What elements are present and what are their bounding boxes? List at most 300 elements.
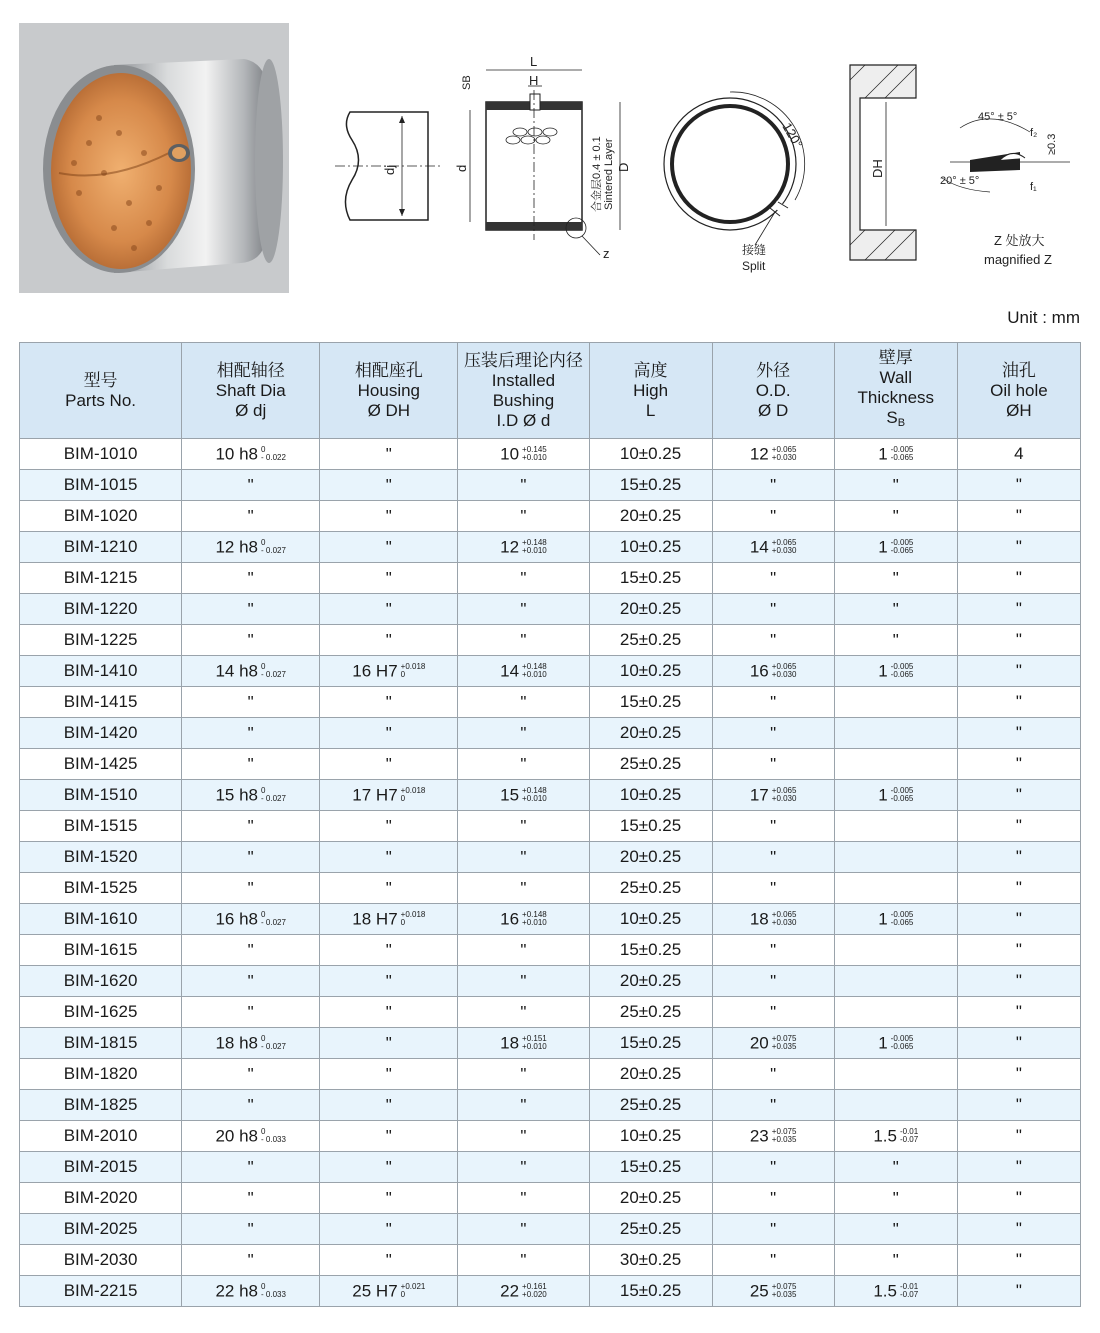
cell-installed: 22 +0.161 +0.020 <box>458 1276 589 1307</box>
header-wall: 壁厚 Wall Thickness $S_B$ <box>834 343 957 439</box>
cell-wall: 1 -0.005 -0.065 <box>834 656 957 687</box>
cell-oil: " <box>957 749 1080 780</box>
cell-wall <box>834 687 957 718</box>
cell-housing: " <box>320 718 458 749</box>
tolerance: +0.065 +0.030 <box>771 538 797 556</box>
tolerance: +0.148 +0.010 <box>522 538 547 556</box>
cell-shaft: " <box>182 470 320 501</box>
cell-installed: " <box>458 501 589 532</box>
cell-part: BIM-1020 <box>20 501 182 532</box>
cell-oil: " <box>957 873 1080 904</box>
cell-oil: 4 <box>957 439 1080 470</box>
tolerance: +0.075 +0.035 <box>771 1034 797 1052</box>
cell-installed: " <box>458 687 589 718</box>
tolerance: 0 - 0.027 <box>261 662 286 680</box>
cell-housing: " <box>320 811 458 842</box>
cell-high: 15±0.25 <box>589 935 712 966</box>
cell-part: BIM-2025 <box>20 1214 182 1245</box>
cell-housing: " <box>320 1090 458 1121</box>
cell-installed: " <box>458 997 589 1028</box>
cell-part: BIM-1010 <box>20 439 182 470</box>
cell-housing: 17 H7 +0.018 0 <box>320 780 458 811</box>
magnified-z-drawing <box>940 111 1070 267</box>
tolerance: +0.075 +0.035 <box>771 1282 797 1300</box>
cell-oil: " <box>957 966 1080 997</box>
shaft-drawing <box>335 112 440 220</box>
cell-od: " <box>712 594 834 625</box>
label-f2: f₂ <box>1030 127 1038 139</box>
cell-oil: " <box>957 501 1080 532</box>
cell-wall: " <box>834 501 957 532</box>
table-header-row <box>20 343 1081 439</box>
cell-od: " <box>712 563 834 594</box>
cell-housing: " <box>320 1245 458 1276</box>
cell-wall: " <box>834 1245 957 1276</box>
cell-wall: 1 -0.005 -0.065 <box>834 904 957 935</box>
cell-shaft: " <box>182 811 320 842</box>
cell-high: 25±0.25 <box>589 1090 712 1121</box>
label-layer-en: Sintered Layer <box>603 138 615 210</box>
cell-installed: " <box>458 966 589 997</box>
cell-oil: " <box>957 1183 1080 1214</box>
cell-od: " <box>712 470 834 501</box>
cell-od: " <box>712 842 834 873</box>
cell-wall: 1.5 -0.01 -0.07 <box>834 1276 957 1307</box>
cell-part: BIM-1420 <box>20 718 182 749</box>
cell-od: " <box>712 1183 834 1214</box>
cell-high: 10±0.25 <box>589 656 712 687</box>
tolerance: +0.145 +0.010 <box>522 445 547 463</box>
cell-housing: " <box>320 749 458 780</box>
cell-installed: " <box>458 470 589 501</box>
cell-housing: " <box>320 470 458 501</box>
label-120: 120° <box>779 120 806 151</box>
cell-od: 12 +0.065 +0.030 <box>712 439 834 470</box>
label-layer-zh: 合金层0.4 ± 0.1 <box>591 136 603 212</box>
cell-shaft: " <box>182 687 320 718</box>
cell-housing: " <box>320 625 458 656</box>
tolerance: 0 - 0.027 <box>261 786 286 804</box>
table-row <box>20 563 1081 594</box>
cell-part: BIM-1820 <box>20 1059 182 1090</box>
cell-part: BIM-1520 <box>20 842 182 873</box>
table-row <box>20 594 1081 625</box>
cell-od: " <box>712 1152 834 1183</box>
cell-high: 25±0.25 <box>589 625 712 656</box>
tolerance: +0.161 +0.020 <box>522 1282 547 1300</box>
cell-od: " <box>712 997 834 1028</box>
cell-installed: 15 +0.148 +0.010 <box>458 780 589 811</box>
cell-housing: 25 H7 +0.021 0 <box>320 1276 458 1307</box>
cell-wall: " <box>834 1183 957 1214</box>
tolerance: 0 - 0.027 <box>261 1034 286 1052</box>
table-row <box>20 1245 1081 1276</box>
label-ge03: ≥0.3 <box>1046 133 1058 155</box>
cell-installed: " <box>458 935 589 966</box>
tolerance: 0 - 0.027 <box>261 910 286 928</box>
table-row <box>20 935 1081 966</box>
table-row <box>20 718 1081 749</box>
cell-installed: " <box>458 594 589 625</box>
header-parts: 型号 Parts No. <box>20 343 182 439</box>
cell-part: BIM-1510 <box>20 780 182 811</box>
cell-shaft: 12 h8 0 - 0.027 <box>182 532 320 563</box>
cell-shaft: " <box>182 966 320 997</box>
cell-housing: " <box>320 563 458 594</box>
tolerance: -0.005 -0.065 <box>890 910 914 928</box>
cell-high: 20±0.25 <box>589 966 712 997</box>
cell-oil: " <box>957 1152 1080 1183</box>
cell-high: 10±0.25 <box>589 439 712 470</box>
cell-part: BIM-1425 <box>20 749 182 780</box>
bushing-photo-illustration <box>19 23 289 293</box>
cell-oil: " <box>957 625 1080 656</box>
cell-housing: " <box>320 997 458 1028</box>
cell-shaft: " <box>182 594 320 625</box>
cell-wall: 1 -0.005 -0.065 <box>834 532 957 563</box>
table-row <box>20 1059 1081 1090</box>
cell-high: 25±0.25 <box>589 873 712 904</box>
cell-wall <box>834 873 957 904</box>
cell-housing: " <box>320 966 458 997</box>
cell-shaft: 10 h8 0 - 0.022 <box>182 439 320 470</box>
table-row <box>20 873 1081 904</box>
cell-installed: " <box>458 873 589 904</box>
cell-od: 23 +0.075 +0.035 <box>712 1121 834 1152</box>
cell-housing: " <box>320 1214 458 1245</box>
label-z: z <box>603 246 610 261</box>
label-DH: DH <box>870 159 885 178</box>
cell-oil: " <box>957 997 1080 1028</box>
housing-drawing <box>850 65 916 260</box>
cell-shaft: 18 h8 0 - 0.027 <box>182 1028 320 1059</box>
cell-shaft: 16 h8 0 - 0.027 <box>182 904 320 935</box>
cell-oil: " <box>957 656 1080 687</box>
cell-installed: " <box>458 718 589 749</box>
cell-wall <box>834 1090 957 1121</box>
table-row <box>20 1028 1081 1059</box>
header-od: 外径 O.D. Ø D <box>712 343 834 439</box>
label-f1: f₁ <box>1030 181 1037 193</box>
cell-part: BIM-2215 <box>20 1276 182 1307</box>
cell-shaft: " <box>182 1214 320 1245</box>
tolerance: +0.065 +0.030 <box>771 786 797 804</box>
cell-part: BIM-1525 <box>20 873 182 904</box>
cell-housing: " <box>320 1183 458 1214</box>
cell-high: 15±0.25 <box>589 1028 712 1059</box>
cell-od: 18 +0.065 +0.030 <box>712 904 834 935</box>
header-shaft: 相配轴径 Shaft Dia Ø dj <box>182 343 320 439</box>
cell-shaft: " <box>182 1152 320 1183</box>
cell-wall <box>834 811 957 842</box>
cell-housing: " <box>320 1059 458 1090</box>
cell-part: BIM-1615 <box>20 935 182 966</box>
cell-od: " <box>712 966 834 997</box>
cell-od: " <box>712 1090 834 1121</box>
tolerance: +0.065 +0.030 <box>771 910 797 928</box>
cell-od: 16 +0.065 +0.030 <box>712 656 834 687</box>
cell-shaft: 15 h8 0 - 0.027 <box>182 780 320 811</box>
tolerance: -0.005 -0.065 <box>890 662 914 680</box>
cell-housing: " <box>320 501 458 532</box>
cell-wall <box>834 997 957 1028</box>
cell-installed: 14 +0.148 +0.010 <box>458 656 589 687</box>
cell-installed: " <box>458 625 589 656</box>
cell-part: BIM-2010 <box>20 1121 182 1152</box>
label-H: H <box>529 73 539 88</box>
table-row <box>20 1214 1081 1245</box>
tolerance: +0.021 0 <box>400 1282 426 1300</box>
tolerance: -0.01 -0.07 <box>899 1127 919 1145</box>
tolerance: 0 - 0.033 <box>261 1282 286 1300</box>
tolerance: -0.005 -0.065 <box>890 445 914 463</box>
label-d: d <box>454 164 469 172</box>
tolerance: -0.005 -0.065 <box>890 538 914 556</box>
cell-housing: " <box>320 1028 458 1059</box>
tolerance: +0.148 +0.010 <box>522 910 547 928</box>
cell-shaft: " <box>182 1090 320 1121</box>
header-oil: 油孔 Oil hole ØH <box>957 343 1080 439</box>
cell-installed: " <box>458 749 589 780</box>
cell-housing: " <box>320 594 458 625</box>
tolerance: +0.065 +0.030 <box>771 662 797 680</box>
cell-part: BIM-1625 <box>20 997 182 1028</box>
label-SB: SB <box>461 75 473 90</box>
cell-od: " <box>712 625 834 656</box>
table-row <box>20 842 1081 873</box>
cell-oil: " <box>957 718 1080 749</box>
cell-oil: " <box>957 935 1080 966</box>
cell-high: 15±0.25 <box>589 1152 712 1183</box>
label-dj: dj <box>382 164 397 175</box>
table-row <box>20 811 1081 842</box>
cell-high: 20±0.25 <box>589 501 712 532</box>
technical-drawings <box>330 40 1090 290</box>
cell-wall: " <box>834 1214 957 1245</box>
cell-housing: " <box>320 842 458 873</box>
cell-high: 25±0.25 <box>589 749 712 780</box>
cell-part: BIM-1410 <box>20 656 182 687</box>
cell-part: BIM-1825 <box>20 1090 182 1121</box>
table-row <box>20 625 1081 656</box>
cell-high: 25±0.25 <box>589 1214 712 1245</box>
cell-high: 20±0.25 <box>589 1183 712 1214</box>
cell-high: 10±0.25 <box>589 1121 712 1152</box>
cell-housing: " <box>320 687 458 718</box>
cell-od: 25 +0.075 +0.035 <box>712 1276 834 1307</box>
tolerance: 0 - 0.027 <box>261 538 286 556</box>
cell-installed: " <box>458 1152 589 1183</box>
cell-od: " <box>712 718 834 749</box>
cell-high: 30±0.25 <box>589 1245 712 1276</box>
cell-shaft: " <box>182 501 320 532</box>
cell-shaft: 14 h8 0 - 0.027 <box>182 656 320 687</box>
label-45: 45° ± 5° <box>978 111 1018 123</box>
table-row <box>20 966 1081 997</box>
table-row <box>20 470 1081 501</box>
cell-wall: " <box>834 1152 957 1183</box>
tolerance: 0 - 0.022 <box>261 445 286 463</box>
cell-wall: 1 -0.005 -0.065 <box>834 1028 957 1059</box>
cell-shaft: 20 h8 0 - 0.033 <box>182 1121 320 1152</box>
cell-part: BIM-2020 <box>20 1183 182 1214</box>
cell-oil: " <box>957 470 1080 501</box>
cell-high: 10±0.25 <box>589 780 712 811</box>
cell-installed: 18 +0.151 +0.010 <box>458 1028 589 1059</box>
cell-part: BIM-1415 <box>20 687 182 718</box>
bushing-section-drawing <box>454 54 631 261</box>
cell-high: 15±0.25 <box>589 470 712 501</box>
cell-high: 10±0.25 <box>589 904 712 935</box>
tolerance: +0.065 +0.030 <box>771 445 797 463</box>
table-row <box>20 687 1081 718</box>
cell-oil: " <box>957 1090 1080 1121</box>
cell-installed: 12 +0.148 +0.010 <box>458 532 589 563</box>
cell-part: BIM-1210 <box>20 532 182 563</box>
table-row <box>20 749 1081 780</box>
ring-drawing <box>664 92 806 273</box>
cell-oil: " <box>957 842 1080 873</box>
tolerance: 0 - 0.033 <box>261 1127 286 1145</box>
label-split-en: Split <box>742 259 766 273</box>
cell-shaft: " <box>182 1183 320 1214</box>
cell-high: 25±0.25 <box>589 997 712 1028</box>
cell-installed: " <box>458 1121 589 1152</box>
tolerance: +0.075 +0.035 <box>771 1127 797 1145</box>
cell-od: " <box>712 749 834 780</box>
cell-housing: 16 H7 +0.018 0 <box>320 656 458 687</box>
cell-oil: " <box>957 1276 1080 1307</box>
table-row <box>20 997 1081 1028</box>
tolerance: +0.151 +0.010 <box>522 1034 547 1052</box>
cell-installed: " <box>458 842 589 873</box>
cell-shaft: " <box>182 842 320 873</box>
cell-oil: " <box>957 811 1080 842</box>
cell-installed: " <box>458 1245 589 1276</box>
cell-installed: " <box>458 563 589 594</box>
cell-wall: " <box>834 470 957 501</box>
cell-shaft: " <box>182 749 320 780</box>
cell-part: BIM-1215 <box>20 563 182 594</box>
cell-installed: 16 +0.148 +0.010 <box>458 904 589 935</box>
cell-od: " <box>712 1245 834 1276</box>
cell-installed: " <box>458 1214 589 1245</box>
cell-part: BIM-1515 <box>20 811 182 842</box>
cell-part: BIM-2015 <box>20 1152 182 1183</box>
table-row <box>20 1276 1081 1307</box>
cell-shaft: " <box>182 563 320 594</box>
cell-wall: " <box>834 594 957 625</box>
table-row <box>20 1152 1081 1183</box>
product-photo <box>19 23 289 293</box>
cell-high: 20±0.25 <box>589 594 712 625</box>
cell-shaft: " <box>182 1059 320 1090</box>
cell-shaft: 22 h8 0 - 0.033 <box>182 1276 320 1307</box>
cell-housing: " <box>320 1152 458 1183</box>
cell-od: " <box>712 935 834 966</box>
cell-housing: " <box>320 439 458 470</box>
cell-housing: " <box>320 1121 458 1152</box>
cell-high: 15±0.25 <box>589 811 712 842</box>
table-row <box>20 532 1081 563</box>
cell-wall <box>834 966 957 997</box>
table-row <box>20 656 1081 687</box>
label-magnified-zh: Z 处放大 <box>994 233 1045 248</box>
cell-od: " <box>712 873 834 904</box>
cell-part: BIM-1620 <box>20 966 182 997</box>
table-row <box>20 780 1081 811</box>
cell-high: 20±0.25 <box>589 842 712 873</box>
cell-part: BIM-2030 <box>20 1245 182 1276</box>
label-split-zh: 接缝 <box>742 243 767 257</box>
label-magnified-en: magnified Z <box>984 252 1052 267</box>
cell-installed: 10 +0.145 +0.010 <box>458 439 589 470</box>
tolerance: -0.005 -0.065 <box>890 786 914 804</box>
cell-od: " <box>712 687 834 718</box>
tolerance: +0.148 +0.010 <box>522 786 547 804</box>
tolerance: +0.148 +0.010 <box>522 662 547 680</box>
cell-housing: " <box>320 873 458 904</box>
cell-od: " <box>712 1059 834 1090</box>
tolerance: +0.018 0 <box>400 662 426 680</box>
cell-wall <box>834 842 957 873</box>
cell-wall <box>834 935 957 966</box>
table-row <box>20 501 1081 532</box>
tolerance: +0.018 0 <box>400 910 426 928</box>
cell-oil: " <box>957 904 1080 935</box>
cell-installed: " <box>458 1059 589 1090</box>
cell-oil: " <box>957 1121 1080 1152</box>
cell-od: 20 +0.075 +0.035 <box>712 1028 834 1059</box>
cell-od: 17 +0.065 +0.030 <box>712 780 834 811</box>
cell-housing: 18 H7 +0.018 0 <box>320 904 458 935</box>
cell-shaft: " <box>182 625 320 656</box>
cell-oil: " <box>957 594 1080 625</box>
label-20: 20° ± 5° <box>940 175 980 187</box>
cell-wall: 1 -0.005 -0.065 <box>834 780 957 811</box>
cell-oil: " <box>957 687 1080 718</box>
cell-part: BIM-1610 <box>20 904 182 935</box>
tolerance: -0.01 -0.07 <box>899 1282 919 1300</box>
cell-installed: " <box>458 811 589 842</box>
table-row <box>20 1090 1081 1121</box>
cell-high: 15±0.25 <box>589 563 712 594</box>
unit-label: Unit : mm <box>1007 308 1080 327</box>
cell-wall <box>834 718 957 749</box>
cell-wall: 1.5 -0.01 -0.07 <box>834 1121 957 1152</box>
table-row <box>20 904 1081 935</box>
cell-od: " <box>712 1214 834 1245</box>
cell-part: BIM-1225 <box>20 625 182 656</box>
cell-oil: " <box>957 780 1080 811</box>
cell-oil: " <box>957 563 1080 594</box>
cell-shaft: " <box>182 935 320 966</box>
cell-od: " <box>712 811 834 842</box>
header-housing: 相配座孔 Housing Ø DH <box>320 343 458 439</box>
cell-shaft: " <box>182 718 320 749</box>
header-high: 高度 High L <box>589 343 712 439</box>
cell-part: BIM-1220 <box>20 594 182 625</box>
cell-housing: " <box>320 532 458 563</box>
label-D: D <box>616 162 631 172</box>
cell-high: 10±0.25 <box>589 532 712 563</box>
table-row <box>20 439 1081 470</box>
cell-shaft: " <box>182 997 320 1028</box>
cell-oil: " <box>957 532 1080 563</box>
cell-part: BIM-1815 <box>20 1028 182 1059</box>
cell-shaft: " <box>182 873 320 904</box>
cell-shaft: " <box>182 1245 320 1276</box>
